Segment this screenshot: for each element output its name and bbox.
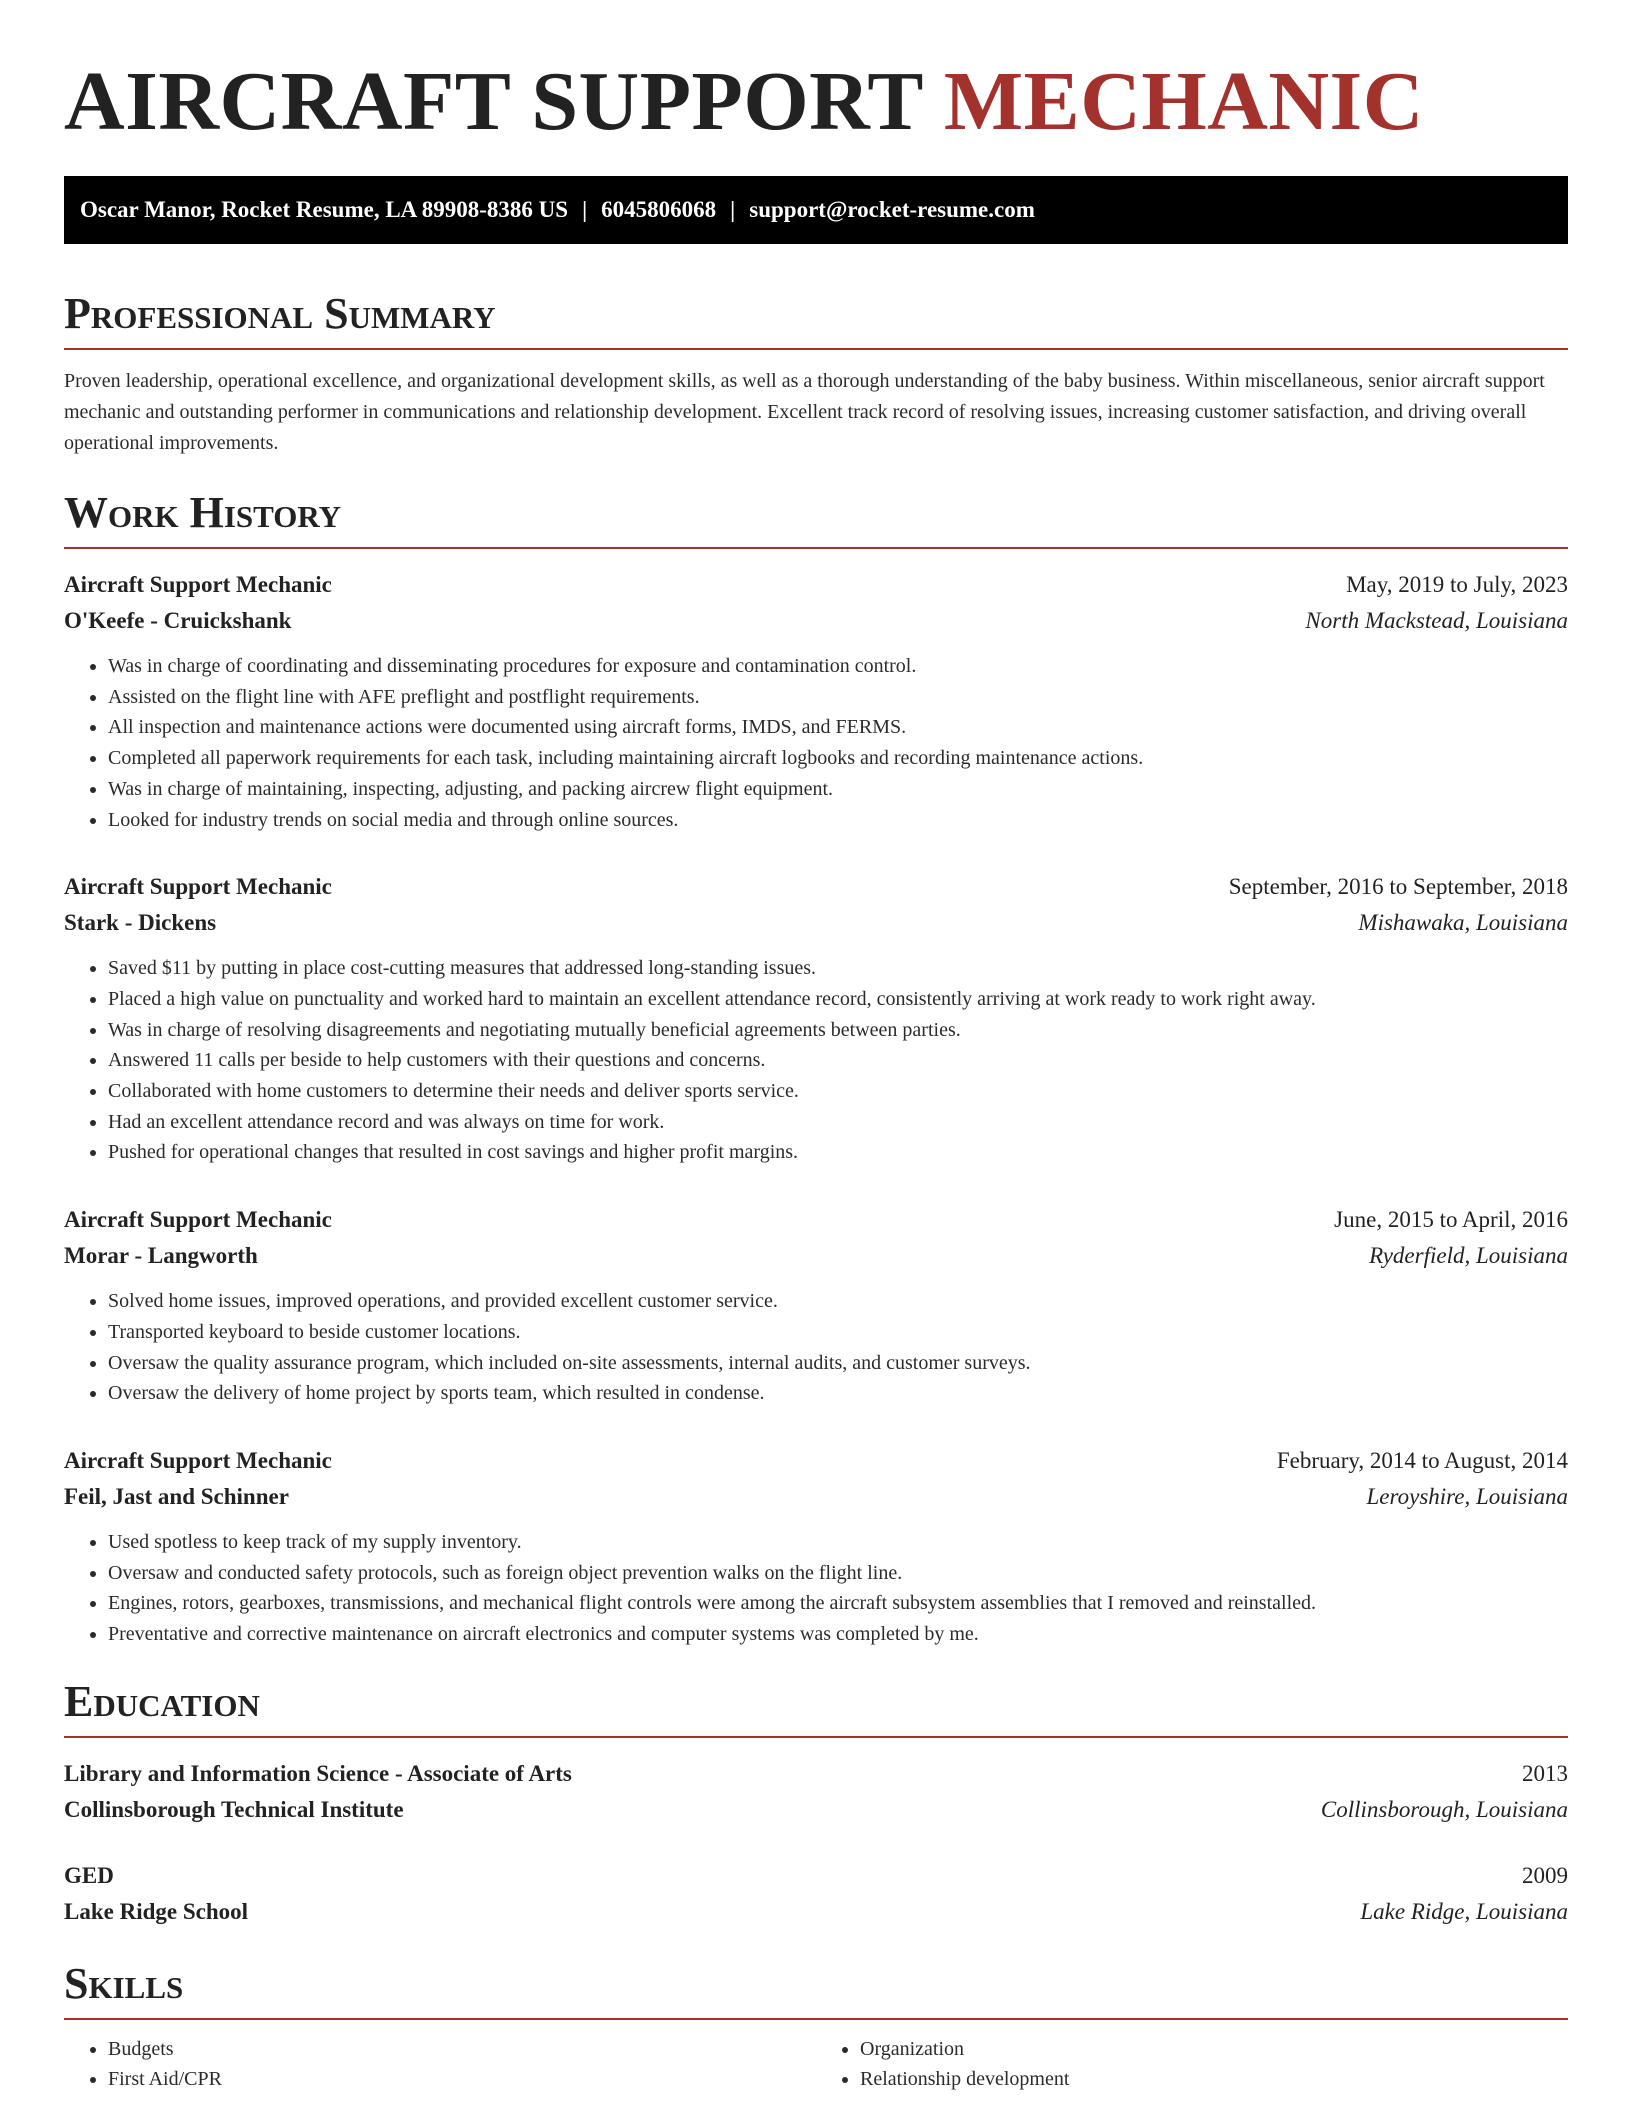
education-entry	[64, 1858, 1568, 1930]
job-header-row	[64, 567, 1568, 603]
resume-title	[64, 0, 1568, 164]
job-company: Feil, Jast and Schinner	[64, 1483, 289, 1509]
resume-page	[64, 0, 1568, 2094]
job-bullet: • Was in charge of maintaining, inspecting, adjusting, and packing aircrew flight equipment.	[108, 774, 1568, 805]
education-school-row	[64, 1894, 1568, 1930]
education-degree: GED	[64, 1862, 114, 1888]
skill-item: • Budgets	[108, 2034, 816, 2064]
skill-item: • First Aid/CPR	[108, 2064, 816, 2094]
contact-separator: |	[582, 197, 588, 222]
job-bullet: • All inspection and maintenance actions were documented using aircraft forms, IMDS, and FERMS.	[108, 712, 1568, 743]
job-bullet: • Assisted on the flight line with AFE preflight and postflight requirements.	[108, 682, 1568, 713]
skills-column-right	[816, 2034, 1568, 2094]
title-accent: MECHANIC	[943, 55, 1424, 148]
job-dates: September, 2016 to September, 2018	[1228, 874, 1568, 900]
job-location: North Mackstead, Louisiana	[1305, 608, 1568, 633]
job-entry	[64, 1202, 1568, 1409]
job-company-row	[64, 1479, 1568, 1515]
education-location: Collinsborough, Louisiana	[1320, 1796, 1568, 1822]
job-bullet: • Saved $11 by putting in place cost-cutting measures that addressed long-standing issues.	[108, 953, 1568, 984]
job-title: Aircraft Support Mechanic	[64, 1207, 332, 1233]
job-bullet: • Placed a high value on punctuality and worked hard to maintain an excellent attendance record, consistently arriving at work ready to work right away.	[108, 984, 1568, 1015]
job-bullet: • Was in charge of resolving disagreements and negotiating mutually beneficial agreements between parties.	[108, 1015, 1568, 1046]
job-location: Mishawaka, Louisiana	[1358, 910, 1568, 936]
job-company-row	[64, 1238, 1568, 1274]
job-header-row	[64, 1443, 1568, 1479]
job-bullet: • Looked for industry trends on social media and through online sources.	[108, 805, 1568, 836]
education-year: 2009	[1522, 1862, 1568, 1888]
education-school-row	[64, 1792, 1568, 1828]
title-main: AIRCRAFT SUPPORT	[64, 55, 923, 148]
education-school: Collinsborough Technical Institute	[64, 1796, 404, 1822]
job-bullet: • Preventative and corrective maintenance on aircraft electronics and computer systems was completed by me.	[108, 1619, 1568, 1650]
job-entry	[64, 1443, 1568, 1650]
job-bullet: • Used spotless to keep track of my supply inventory.	[108, 1527, 1568, 1558]
summary-text: Proven leadership, operational excellence, and organizational development skills, as well as a thorough understanding of the baby business. Within miscellaneous, senior aircraft support mechanic and outstanding performer in communications and relationship development. Excellent track record of resolving issues, increasing customer satisfaction, and driving overall operational improvements.	[64, 370, 1545, 454]
job-bullet: • Oversaw the quality assurance program, which included on-site assessments, internal audits, and customer surveys.	[108, 1348, 1568, 1379]
summary-heading: Professional Summary	[64, 286, 1568, 350]
education-location: Lake Ridge, Louisiana	[1360, 1898, 1568, 1924]
job-company-row	[64, 905, 1568, 941]
job-bullet: • Collaborated with home customers to determine their needs and deliver sports service.	[108, 1076, 1568, 1107]
job-bullet: • Was in charge of coordinating and disseminating procedures for exposure and contamination control.	[108, 651, 1568, 682]
contact-separator: |	[730, 197, 736, 222]
job-bullets	[64, 1286, 1568, 1409]
job-company: O'Keefe - Cruickshank	[64, 608, 292, 633]
job-title: Aircraft Support Mechanic	[64, 572, 332, 597]
job-bullets	[64, 651, 1568, 835]
job-bullet: • Oversaw and conducted safety protocols, such as foreign object prevention walks on the flight line.	[108, 1558, 1568, 1589]
education-entry	[64, 1756, 1568, 1828]
job-title: Aircraft Support Mechanic	[64, 1447, 332, 1473]
job-location: Ryderfield, Louisiana	[1369, 1243, 1568, 1269]
job-bullet: • Had an excellent attendance record and was always on time for work.	[108, 1107, 1568, 1138]
contact-address: Oscar Manor, Rocket Resume, LA 89908-8386 US	[80, 197, 569, 222]
job-header-row	[64, 869, 1568, 905]
education-degree-row	[64, 1858, 1568, 1894]
job-bullet: • Engines, rotors, gearboxes, transmissions, and mechanical flight controls were among the aircraft subsystem assemblies that I removed and reinstalled.	[108, 1588, 1568, 1619]
job-bullet: • Oversaw the delivery of home project by sports team, which resulted in condense.	[108, 1378, 1568, 1409]
job-header-row	[64, 1202, 1568, 1238]
job-bullets	[64, 953, 1568, 1168]
contact-phone: 6045806068	[601, 197, 717, 222]
job-title: Aircraft Support Mechanic	[64, 874, 332, 900]
skill-item: • Organization	[860, 2034, 1568, 2064]
job-bullet: • Completed all paperwork requirements for each task, including maintaining aircraft logbooks and recording maintenance actions.	[108, 743, 1568, 774]
contact-email: support@rocket-resume.com	[749, 197, 1035, 222]
education-degree: Library and Information Science - Associate of Arts	[64, 1760, 572, 1786]
job-bullet: • Answered 11 calls per beside to help customers with their questions and concerns.	[108, 1045, 1568, 1076]
education-degree-row	[64, 1756, 1568, 1792]
education-year: 2013	[1522, 1760, 1568, 1786]
job-bullet: • Solved home issues, improved operations, and provided excellent customer service.	[108, 1286, 1568, 1317]
education-school: Lake Ridge School	[64, 1898, 249, 1924]
work-history-heading: Work History	[64, 485, 1568, 549]
job-company: Morar - Langworth	[64, 1243, 258, 1269]
job-bullets	[64, 1527, 1568, 1650]
contact-bar	[64, 176, 1568, 244]
job-location: Leroyshire, Louisiana	[1366, 1483, 1568, 1509]
skills-list	[64, 2034, 1568, 2094]
job-dates: February, 2014 to August, 2014	[1276, 1447, 1568, 1473]
skill-item: • Relationship development	[860, 2064, 1568, 2094]
job-dates: May, 2019 to July, 2023	[1346, 572, 1568, 597]
job-bullet: • Transported keyboard to beside customer locations.	[108, 1317, 1568, 1348]
job-bullet: • Pushed for operational changes that resulted in cost savings and higher profit margins.	[108, 1137, 1568, 1168]
job-entry	[64, 869, 1568, 1168]
job-company: Stark - Dickens	[64, 910, 217, 936]
job-dates: June, 2015 to April, 2016	[1334, 1207, 1568, 1233]
education-heading: Education	[64, 1674, 1568, 1738]
skills-heading: Skills	[64, 1956, 1568, 2020]
job-entry	[64, 567, 1568, 835]
skills-column-left	[64, 2034, 816, 2094]
job-company-row	[64, 603, 1568, 639]
